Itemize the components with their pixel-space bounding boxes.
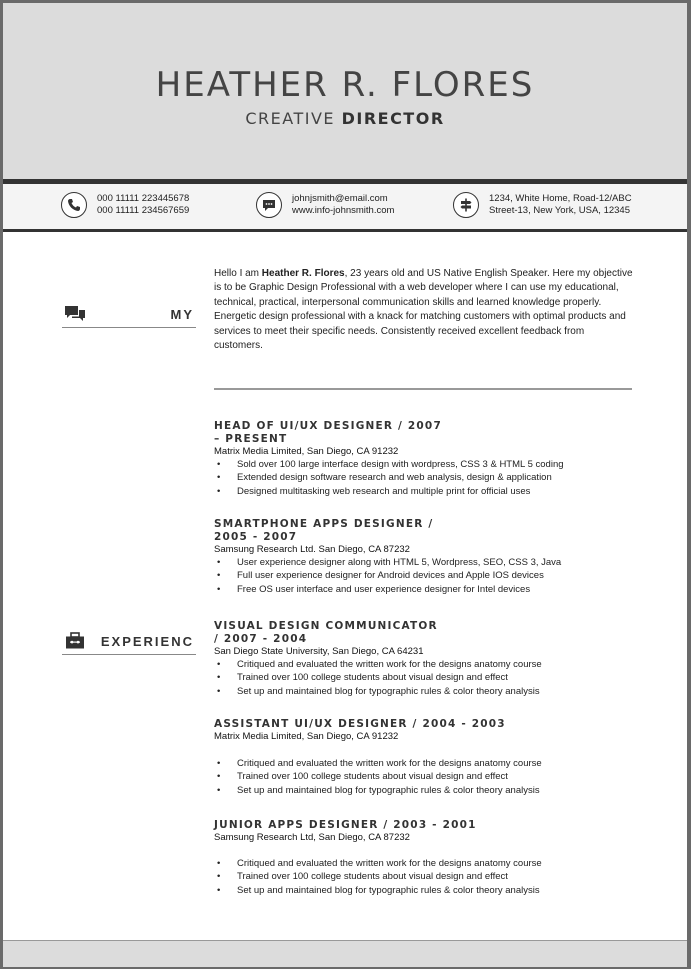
job-company: Samsung Research Ltd. San Diego, CA 87232 xyxy=(214,544,410,555)
signpost-icon xyxy=(453,192,479,218)
job-bullet: • Sold over 100 large interface design with wordpress, CSS 3 & HTML 5 coding xyxy=(214,458,634,471)
briefcase-icon xyxy=(64,632,86,655)
job-bullet: • Trained over 100 college students about visual design and effect xyxy=(214,671,634,684)
about-name: Heather R. Flores xyxy=(261,268,345,279)
phone-icon xyxy=(61,192,87,218)
job-bullets xyxy=(214,556,634,596)
job-bullets xyxy=(214,658,634,698)
job-bullet: • Trained over 100 college students about visual design and effect xyxy=(214,770,634,783)
about-paragraph xyxy=(214,267,634,353)
job-title: JUNIOR APPS DESIGNER / 2003 - 2001 xyxy=(214,819,477,831)
contact-bar xyxy=(3,184,687,229)
job-entry xyxy=(214,518,634,596)
phone-line-1: 000 11111 223445678 xyxy=(97,193,190,204)
contact-email xyxy=(256,192,394,218)
job-company: Samsung Research Ltd, San Diego, CA 87232 xyxy=(214,832,410,843)
job-bullets xyxy=(214,458,634,498)
job-title: SMARTPHONE APPS DESIGNER / 2005 - 2007 xyxy=(214,518,434,543)
job-title: VISUAL DESIGN COMMUNICATOR / 2007 - 2004 xyxy=(214,620,438,645)
job-bullets xyxy=(214,757,634,797)
job-bullet: • Critiqued and evaluated the written work for the designs anatomy course xyxy=(214,757,634,770)
experience-section-title: EXPERIENC xyxy=(100,634,194,649)
about-intro: Hello I am xyxy=(214,268,262,279)
about-section-label xyxy=(62,303,196,328)
job-bullet: • Trained over 100 college students about visual design and effect xyxy=(214,870,634,883)
job-title: ASSISTANT UI/UX DESIGNER / 2004 - 2003 xyxy=(214,718,506,730)
about-section-title: MY xyxy=(170,307,194,322)
title-bold: DIRECTOR xyxy=(341,109,445,128)
address-line-1: 1234, White Home, Road-12/ABC xyxy=(489,193,632,204)
job-company: San Diego State University, San Diego, CA 64231 xyxy=(214,646,424,657)
phone-line-2: 000 11111 234567659 xyxy=(97,205,190,216)
candidate-title xyxy=(3,109,687,128)
job-entry xyxy=(214,420,634,498)
job-bullet: • Set up and maintained blog for typographic rules & color theory analysis xyxy=(214,884,634,897)
job-bullet: • Designed multitasking web research and multiple print for official uses xyxy=(214,485,634,498)
job-bullet: • User experience designer along with HTML 5, Wordpress, SEO, CSS 3, Java xyxy=(214,556,634,569)
job-bullet: • Extended design software research and web analysis, design & application xyxy=(214,471,634,484)
job-bullets xyxy=(214,857,634,897)
job-entry xyxy=(214,718,634,797)
email-address: johnjsmith@email.com xyxy=(292,193,388,204)
experience-section-label xyxy=(62,630,196,655)
job-entry xyxy=(214,620,634,698)
job-bullet: • Set up and maintained blog for typographic rules & color theory analysis xyxy=(214,784,634,797)
contact-bar-bottom-border xyxy=(3,229,687,232)
job-entry xyxy=(214,819,634,897)
contact-phone xyxy=(61,192,189,218)
speech-bubbles-icon xyxy=(64,305,86,328)
contact-address xyxy=(453,192,632,218)
resume-footer xyxy=(3,940,687,967)
job-company: Matrix Media Limited, San Diego, CA 91232 xyxy=(214,731,399,742)
about-text: , 23 years old and US Native English Speaker. Here my objective is to be Graphic Design Professional with a web developer where I can use my educational, technical, practical, interpersonal communication skills and learned knowledge properly. Energetic design professional with a knack for matching customers with optimal products and services to meet their specific needs. Consistently received excellent feedback from customers. xyxy=(214,268,633,352)
resume-header xyxy=(3,3,687,179)
job-bullet: • Critiqued and evaluated the written work for the designs anatomy course xyxy=(214,658,634,671)
chat-icon xyxy=(256,192,282,218)
website-url: www.info-johnsmith.com xyxy=(292,205,395,216)
title-light: CREATIVE xyxy=(245,109,342,128)
job-company: Matrix Media Limited, San Diego, CA 91232 xyxy=(214,446,399,457)
job-title: HEAD OF UI/UX DESIGNER / 2007 – PRESENT xyxy=(214,420,442,445)
job-bullet: • Free OS user interface and user experience designer for Intel devices xyxy=(214,583,634,596)
address-line-2: Street-13, New York, USA, 12345 xyxy=(489,205,630,216)
job-bullet: • Full user experience designer for Android devices and Apple IOS devices xyxy=(214,569,634,582)
job-bullet: • Set up and maintained blog for typographic rules & color theory analysis xyxy=(214,685,634,698)
section-divider xyxy=(214,388,632,390)
job-bullet: • Critiqued and evaluated the written work for the designs anatomy course xyxy=(214,857,634,870)
candidate-name: HEATHER R. FLORES xyxy=(155,65,535,105)
